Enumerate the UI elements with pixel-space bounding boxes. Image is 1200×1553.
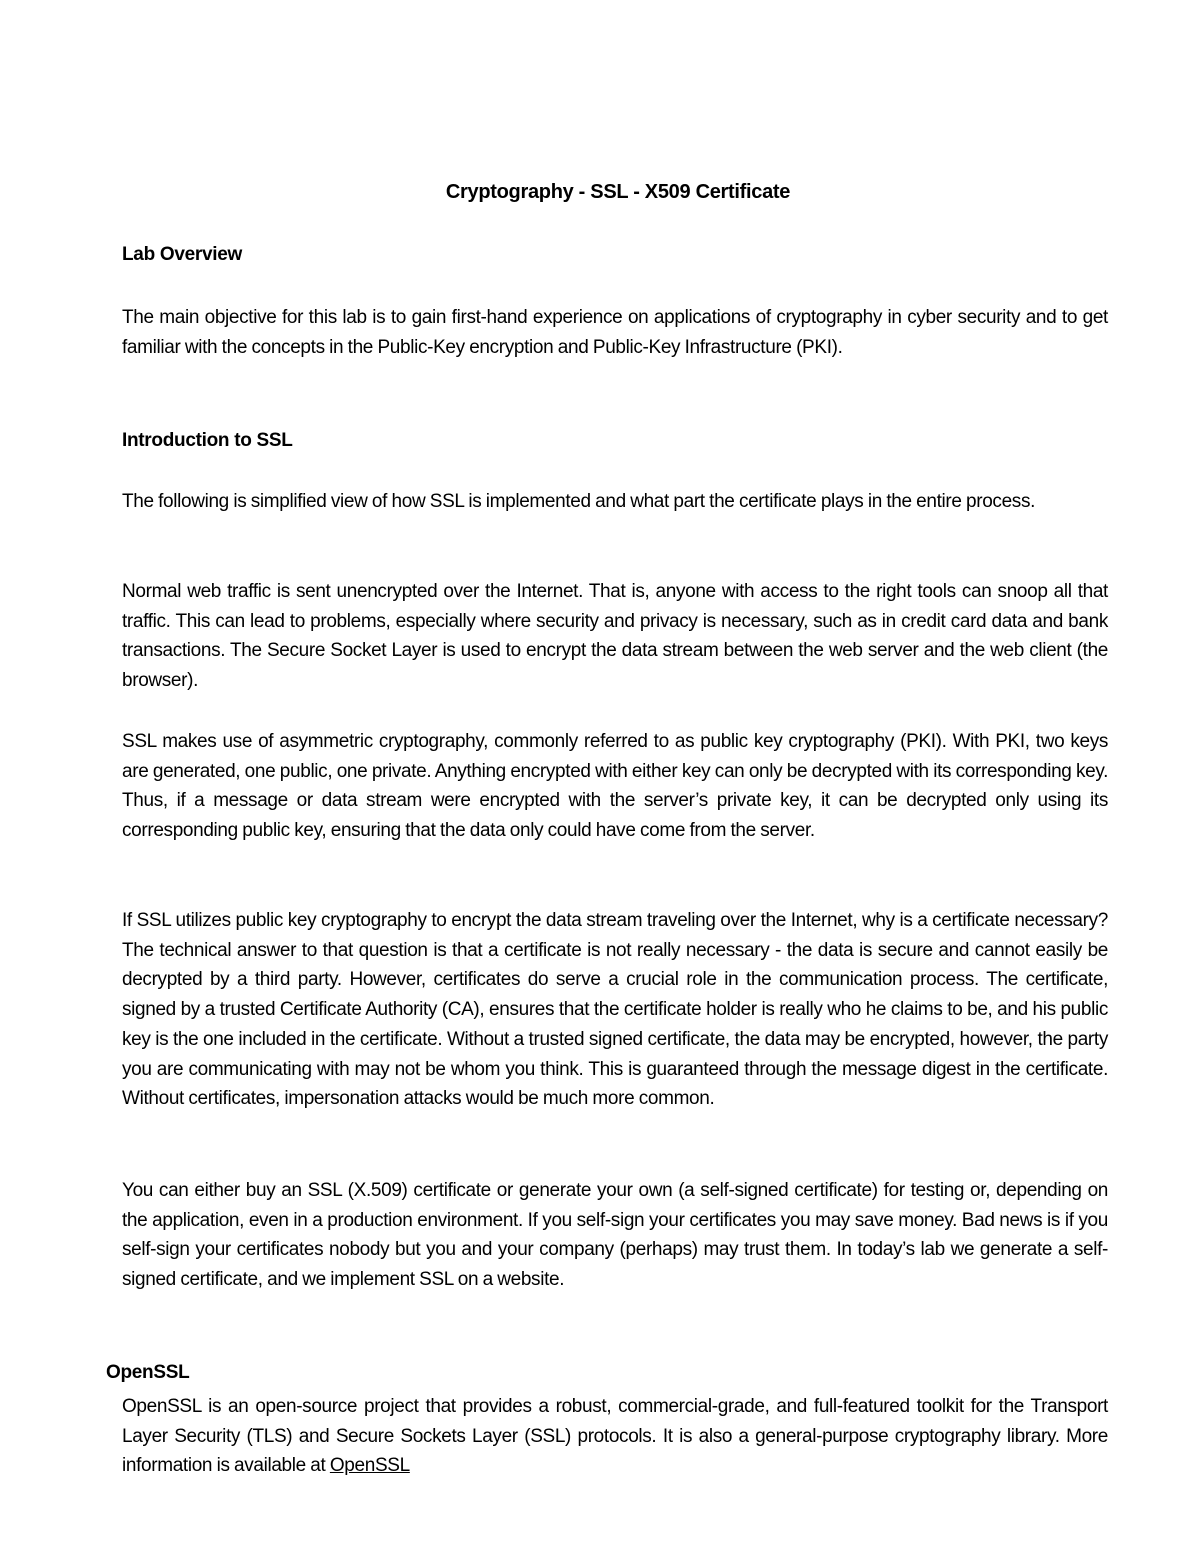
- heading-openssl: OpenSSL: [106, 1362, 190, 1383]
- openssl-link[interactable]: OpenSSL: [329, 1455, 410, 1477]
- heading-introduction-to-ssl: Introduction to SSL: [122, 430, 293, 451]
- paragraph-openssl-text: OpenSSL is an open-source project that provides a robust, commercial-grade, and full-featured toolkit for the Transport Layer Security (TLS) and Secure Sockets Layer (SSL) protocols. It is also a general-purpose cryptography library. More information is available at: [122, 1396, 1108, 1477]
- paragraph-certificate-necessity: If SSL utilizes public key cryptography to encrypt the data stream traveling over the Internet, why is a certificate necessary? The technical answer to that question is that a certificate is not really necessary - the data is secure and cannot easily be decrypted by a third party. However, certificates do serve a crucial role in the communication process. The certificate, signed by a trusted Certificate Authority (CA), ensures that the certificate holder is really who he claims to be, and his public key is the one included in the certificate. Without a trusted signed certificate, the data may be encrypted, however, the party you are communicating with may not be whom you think. This is guaranteed through the message digest in the certificate. Without certificates, impersonation attacks would be much more common.: [122, 910, 1108, 1110]
- paragraph-self-signed-certificate: You can either buy an SSL (X.509) certificate or generate your own (a self-signed certificate) for testing or, depending on the application, even in a production environment. If you self-sign your certificates you may save money. Bad news is if you self-sign your certificates nobody but you and your company (perhaps) may trust them. In today’s lab we generate a self-signed certificate, and we implement SSL on a website.: [122, 1180, 1108, 1291]
- paragraph-lab-overview: The main objective for this lab is to gain first-hand experience on applications of cryptography in cyber security and to get familiar with the concepts in the Public-Key encryption and Public-Key Infrastructure (PKI).: [122, 307, 1108, 358]
- paragraph-openssl: [122, 1392, 1108, 1481]
- heading-lab-overview: Lab Overview: [122, 244, 242, 265]
- document-title: Cryptography - SSL - X509 Certificate: [445, 181, 791, 203]
- paragraph-ssl-overview: The following is simplified view of how SSL is implemented and what part the certificate plays in the entire process.: [122, 491, 1036, 512]
- paragraph-web-traffic: Normal web traffic is sent unencrypted over the Internet. That is, anyone with access to the right tools can snoop all that traffic. This can lead to problems, especially where security and privacy is necessary, such as in credit card data and bank transactions. The Secure Socket Layer is used to encrypt the data stream between the web server and the web client (the browser).: [122, 581, 1108, 692]
- paragraph-asymmetric-cryptography: SSL makes use of asymmetric cryptography, commonly referred to as public key cryptography (PKI). With PKI, two keys are generated, one public, one private. Anything encrypted with either key can only be decrypted with its corresponding key. Thus, if a message or data stream were encrypted with the server’s private key, it can be decrypted only using its corresponding public key, ensuring that the data only could have come from the server.: [122, 731, 1108, 842]
